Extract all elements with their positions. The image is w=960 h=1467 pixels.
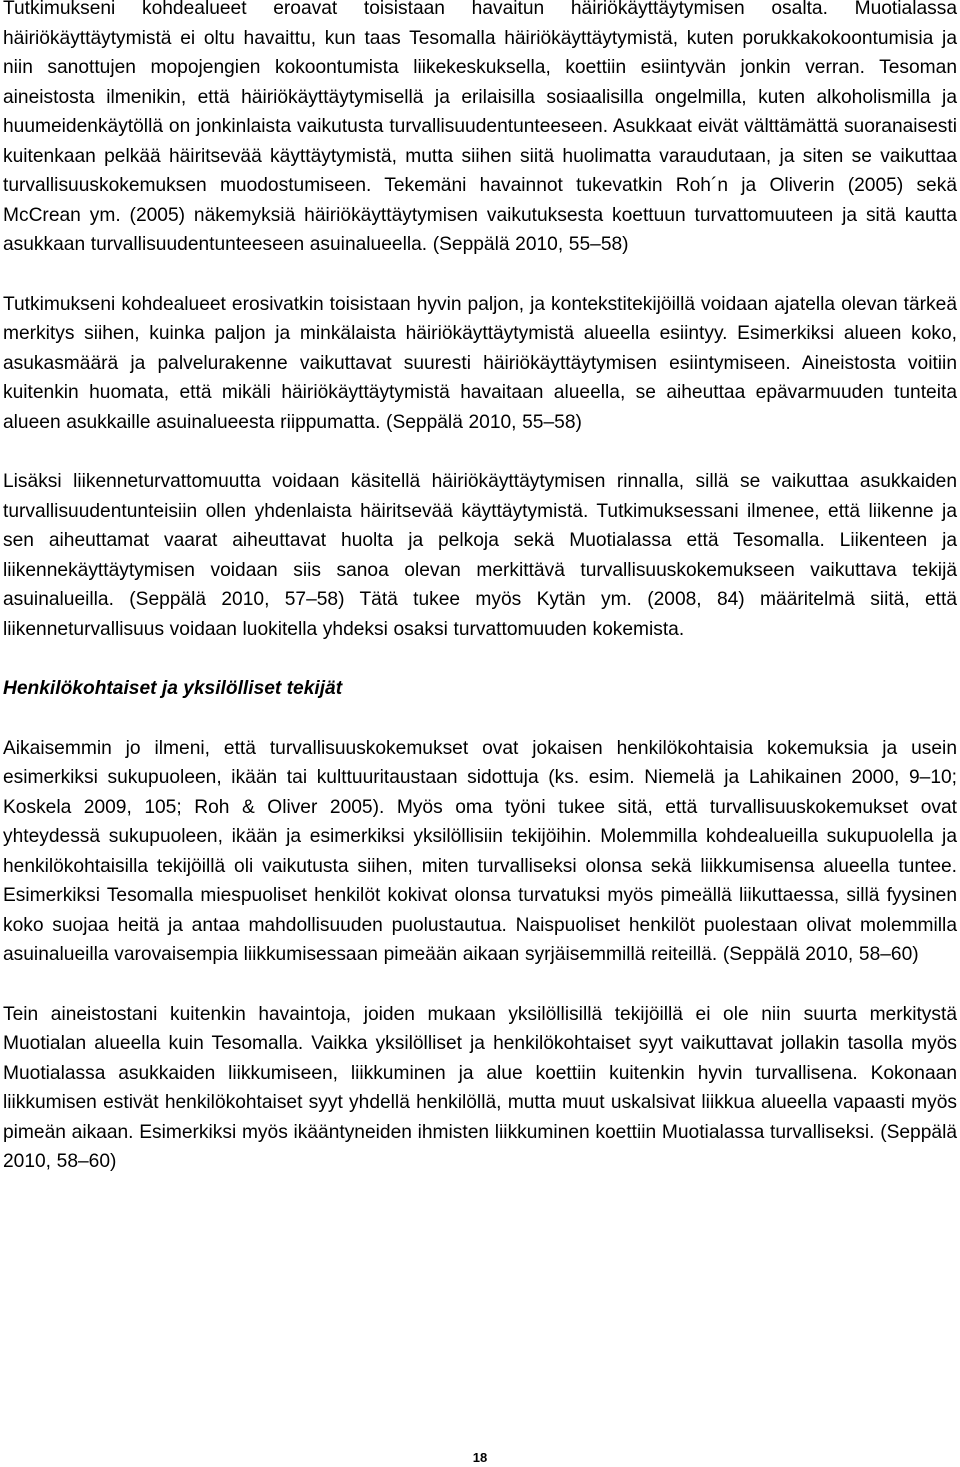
document-page	[3, 0, 957, 1177]
paragraph-5: Tein aineistostani kuitenkin havaintoja, joiden mukaan yksilöllisillä tekijöillä ei ole niin suurta merkitystä Muotialan alueella kuin Tesomalla. Vaikka yksilölliset ja henkilökohtaiset syyt vaikuttavat jollakin tasolla myös Muotialassa asukkaiden liikkumiseen, liikkuminen ja alue koettiin kuitenkin hyvin turvallisena. Kokonaan liikkumisen estivät henkilökohtaiset syyt yhdellä henkilöllä, mutta muut uskalsivat liikkua alueella vapaasti myös pimeän aikaan. Esimerkiksi myös ikääntyneiden ihmisten liikkuminen koettiin Muotialassa turvalliseksi. (Seppälä 2010, 58–60)	[3, 1003, 957, 1172]
paragraph-spacer	[3, 970, 957, 1000]
paragraph-3: Lisäksi liikenneturvattomuutta voidaan käsitellä häiriökäyttäytymisen rinnalla, sillä se vaikuttaa asukkaiden turvallisuudentunteisiin ollen yhdenlaista häiritsevää käyttäytymistä. Tutkimuksessani ilmenee, että liikenne ja sen aiheuttamat vaarat aiheuttavat huolta ja pelkoja sekä Muotialassa että Tesomalla. Liikenteen ja liikennekäyttäytymisen voidaan siis sanoa olevan merkittävä turvallisuuskokemukseen vaikuttava tekijä asuinalueilla. (Seppälä 2010, 57–58) Tätä tukee myös Kytän ym. (2008, 84) määritelmä siitä, että liikenneturvallisuus voidaan luokitella yhdeksi osaksi turvattomuuden kokemista.	[3, 471, 957, 640]
paragraph-4: Aikaisemmin jo ilmeni, että turvallisuuskokemukset ovat jokaisen henkilökohtaisia kokemuksia ja usein esimerkiksi sukupuoleen, ikään tai kulttuuritaustaan sidottuja (ks. esim. Niemelä ja Lahikainen 2000, 9–10; Koskela 2009, 105; Roh & Oliver 2005). Myös oma työni tukee sitä, että turvallisuuskokemukset ovat yhteydessä sukupuoleen, ikään ja esimerkiksi yksilöllisiin tekijöihin. Molemmilla kohdealueilla sukupuolella ja henkilökohtaisilla tekijöillä oli vaikutusta siihen, miten turvalliseksi olonsa sekä liikkumisensa alueella tuntee. Esimerkiksi Tesomalla miespuoliset henkilöt kokivat olonsa turvatuksi myös pimeällä liikuttaessa, sillä fyysinen koko suojaa heitä ja antaa mahdollisuuden puolustautua. Naispuoliset henkilöt puolestaan olivat molemmilla asuinalueilla varovaisempia liikkumisessaan pimeään aikaan syrjäisemmillä reiteillä. (Seppälä 2010, 58–60)	[3, 737, 957, 965]
section-heading: Henkilökohtaiset ja yksilölliset tekijät	[3, 678, 343, 699]
paragraph-spacer	[3, 704, 957, 734]
paragraph-spacer	[3, 644, 957, 674]
paragraph-spacer	[3, 437, 957, 467]
paragraph-2: Tutkimukseni kohdealueet erosivatkin toisistaan hyvin paljon, ja kontekstitekijöillä voidaan ajatella olevan tärkeä merkitys siihen, kuinka paljon ja minkälaista häiriökäyttäytymistä alueella esiintyy. Esimerkiksi alueen koko, asukasmäärä ja palvelurakenne vaikuttavat suuresti häiriökäyttäytymisen esiintymiseen. Aineistosta voitiin kuitenkin huomata, että mikäli häiriökäyttäytymistä havaitaan alueella, se aiheuttaa epävarmuuden tunteita alueen asukkaille asuinalueesta riippumatta. (Seppälä 2010, 55–58)	[3, 293, 957, 433]
paragraph-spacer	[3, 260, 957, 290]
paragraph-1: Tutkimukseni kohdealueet eroavat toisistaan havaitun häiriökäyttäytymisen osalta. Muotialassa häiriökäyttäytymistä ei oltu havaittu, kun taas Tesomalla häiriökäyttäytymistä, kuten porukkakokoontumisia ja niin sanottujen mopojengien kokoontumista liikekeskuksella, koettiin esiintyvän jonkin verran. Tesoman aineistosta ilmenikin, että häiriökäyttäytymisellä ja erilaisilla sosiaalisilla ongelmilla, kuten alkoholismilla ja huumeidenkäytöllä on jonkinlaista vaikutusta turvallisuudentunteeseen. Asukkaat eivät välttämättä suoranaisesti kuitenkaan pelkää häiritsevää käyttäytymistä, mutta siihen siitä huolimatta varaudutaan, ja siten se vaikuttaa turvallisuuskokemuksen muodostumiseen. Tekemäni havainnot tukevatkin Roh´n ja Oliverin (2005) sekä McCrean ym. (2005) näkemyksiä häiriökäyttäytymisen vaikutuksesta koettuun turvattomuuteen ja sitä kautta asukkaan turvallisuudentunteeseen asuinalueella. (Seppälä 2010, 55–58)	[3, 0, 957, 255]
page-number: 18	[472, 1450, 488, 1465]
